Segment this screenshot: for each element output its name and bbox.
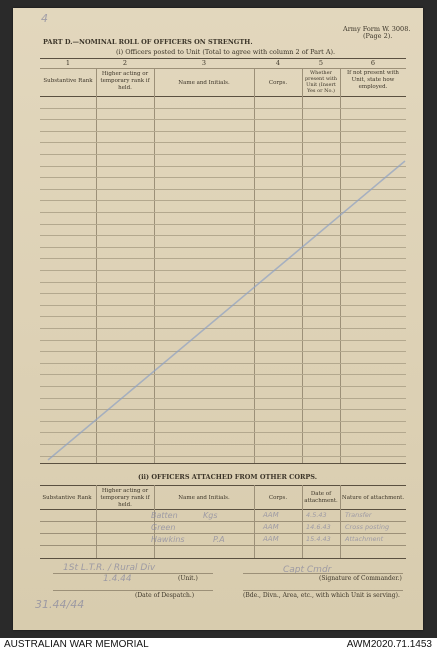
table2-row-rule <box>40 533 406 534</box>
col-number-2: 2 <box>122 59 128 67</box>
unit-label: (Unit.) <box>178 575 198 582</box>
hw-signature: Capt Cmdr <box>283 565 332 575</box>
hw-row2-corps: AAM <box>263 523 279 531</box>
hw-row1-initials: Kgs <box>203 511 218 520</box>
table1-bottom-rule <box>40 463 406 464</box>
col-header-corps: Corps. <box>268 80 288 86</box>
t2-header-date: Date of attachment. <box>304 491 338 504</box>
part-title: PART D.—NOMINAL ROLL OF OFFICERS ON STRENGTH. <box>43 38 253 46</box>
hw-row2-date: 14.6.43 <box>306 523 331 531</box>
hw-row1-corps: AAM <box>263 511 279 519</box>
unit-line <box>53 573 213 574</box>
col-header-name: Name and Initials. <box>178 80 230 86</box>
bde-label: (Bde., Divn., Area, etc., with which Unit is serving). <box>243 592 400 599</box>
army-form-page <box>13 8 423 630</box>
despatch-label: (Date of Despatch.) <box>135 592 195 599</box>
caption-bar <box>0 638 437 653</box>
col-number-6: 6 <box>370 59 376 67</box>
table2-row-rule <box>40 521 406 522</box>
table2-header-rule <box>40 509 406 510</box>
caption-accession-number: AWM2020.71.1453 <box>346 639 432 650</box>
hw-date: 1.4.44 <box>103 574 132 584</box>
t2-header-higher-rank: Higher acting or temporary rank if held. <box>100 488 150 508</box>
col-header-substantive-rank: Substantive Rank <box>43 78 93 84</box>
col-header-higher-rank: Higher acting or temporary rank if held. <box>100 71 150 91</box>
page-pencil-mark: 4 <box>41 12 48 25</box>
hw-row2-name: Green <box>151 523 176 532</box>
hw-row3-initials: P.A <box>213 535 225 544</box>
hw-unit: 1St L.T.R. / Rural Div <box>63 563 156 573</box>
form-page: (Page 2). <box>363 32 393 40</box>
table2-bottom-rule <box>40 558 406 559</box>
hw-row3-nature: Attachment <box>345 535 384 543</box>
hw-row3-name: Hawkins <box>151 535 185 544</box>
hw-row1-nature: Transfer <box>345 511 372 519</box>
table2-row-rule <box>40 545 406 546</box>
col-header-employed: If not present with Unit, state how employed. <box>347 70 399 90</box>
caption-institution: AUSTRALIAN WAR MEMORIAL <box>4 639 149 650</box>
col-number-4: 4 <box>275 59 281 67</box>
bde-line <box>243 590 403 591</box>
hw-row1-name: Batten <box>151 511 178 520</box>
t2-header-substantive-rank: Substantive Rank <box>42 495 92 501</box>
hw-row3-date: 15.4.43 <box>306 535 331 543</box>
hw-row3-corps: AAM <box>263 535 279 543</box>
hw-bottom-note: 31.44/44 <box>35 598 85 611</box>
col-number-5: 5 <box>318 59 324 67</box>
despatch-line <box>53 590 213 591</box>
table2-top-rule <box>40 485 406 486</box>
signature-line <box>243 573 403 574</box>
hw-row1-date: 4.5.43 <box>306 511 327 519</box>
t2-header-name: Name and Initials. <box>178 495 230 501</box>
hw-row2-nature: Cross posting <box>345 523 390 531</box>
col-number-1: 1 <box>65 59 71 67</box>
t2-header-corps: Corps. <box>268 495 288 501</box>
col-number-3: 3 <box>201 59 207 67</box>
section-2-title: (ii) OFFICERS ATTACHED FROM OTHER CORPS. <box>138 473 318 481</box>
section-1-title: (i) Officers posted to Unit (Total to agree with column 2 of Part A). <box>116 48 336 56</box>
form-number: Army Form W. 3008. <box>343 25 411 33</box>
t2-header-nature: Nature of attachment. <box>341 495 405 501</box>
col-header-present: Whether present with Unit (Insert Yes or No.) <box>304 70 337 94</box>
signature-label: (Signature of Commander.) <box>319 575 402 582</box>
